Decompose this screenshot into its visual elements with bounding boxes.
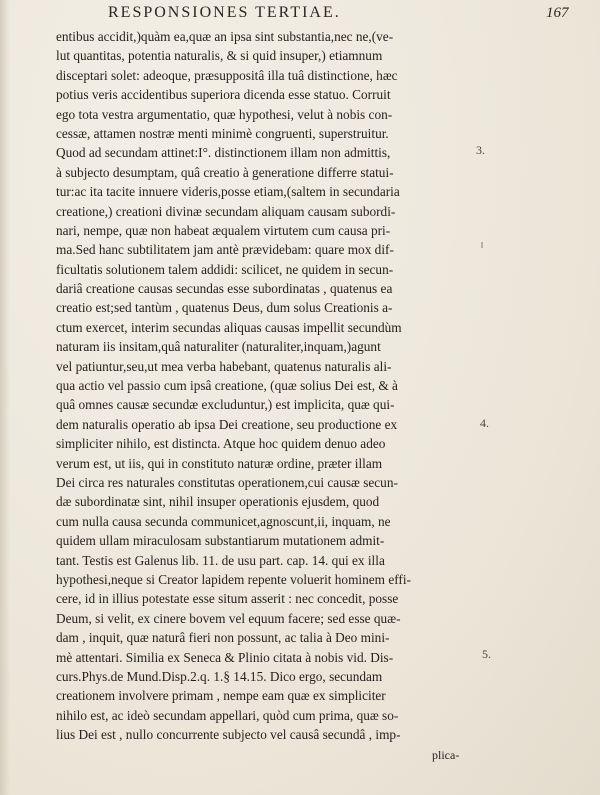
text-line: ficultatis solutionem talem addidi: scilicet, ne quidem in secun- xyxy=(56,261,394,277)
text-line: cere, id in illius potestate esse situm asserit : nec concedit, posse xyxy=(56,591,399,607)
text-line: tant. Testis est Galenus lib. 11. de usu part. cap. 14. qui ex illa xyxy=(56,552,385,568)
text-line: dam , inquit, quæ naturâ fieri non possunt, ac talia à Deo mini- xyxy=(56,630,390,646)
text-line: curs.Phys.de Mund.Disp.2.q. 1.§ 14.15. Dico ergo, secundam xyxy=(56,668,383,684)
margin-number-4: 4. xyxy=(480,416,489,430)
text-line: dæ subordinatæ sint, nihil insuper operationis ejusdem, quod xyxy=(56,494,380,510)
page-gutter-shadow xyxy=(0,0,10,795)
text-line: lut quantitas, potentia naturalis, & si quid insuper,) etiamnum xyxy=(56,48,383,64)
text-line: ego tota vestra argumentatio, quæ hypothesi, velut à nobis con- xyxy=(56,106,393,122)
text-line: tur:ac ita tacite innuere videris,posse etiam,(saltem in secundaria xyxy=(56,184,400,200)
text-line: ma.Sed hanc subtilitatem jam antè prævidebam: quare mox dif- xyxy=(56,242,394,258)
text-line: verum est, ut iis, qui in constituto naturæ ordine, præter illam xyxy=(56,455,383,471)
text-line: Quod ad secundam attinet:I°. distinctionem illam non admittis, xyxy=(56,145,391,161)
margin-mark xyxy=(481,242,483,248)
text-line: mè attentari. Similia ex Seneca & Plinio citata à nobis vid. Dis- xyxy=(56,649,394,665)
text-line: à subjecto desumptam, quâ creatio à generatione differre statui- xyxy=(56,164,394,180)
text-line: Dei circa res naturales constitutas operationem,cui causæ secun- xyxy=(56,474,398,490)
catchword: plica- xyxy=(432,748,460,762)
text-line: creatione,) creationi divinæ secundam aliquam causam subordi- xyxy=(56,203,396,219)
text-line: vel patiuntur,seu,ut mea verba habebant, quatenus naturalis ali- xyxy=(56,358,392,374)
text-line: entibus accidit,)quàm ea,quæ an ipsa sint substantia,nec ne,(ve- xyxy=(56,29,394,44)
text-line: dem naturalis operatio ab ipsa Dei creatione, seu productione ex xyxy=(56,416,398,432)
text-line: cum nulla causa secunda communicet,agnoscunt,ii, inquam, ne xyxy=(56,513,391,529)
text-line: dariâ creatione causas secundas esse subordinatas , quatenus ea xyxy=(56,281,393,297)
text-line: disceptari solet: adeoque, præsuppositâ illa tuâ distinctione, hæc xyxy=(56,67,398,83)
text-line: simpliciter nihilo, est distincta. Atque hoc quidem denuo adeo xyxy=(56,436,386,452)
text-line: creationem involvere primam , nempe eam quæ ex simpliciter xyxy=(56,688,386,704)
text-line: Deum, si velit, ex cinere bovem vel equum facere; sed esse quæ- xyxy=(56,610,401,626)
margin-number-5: 5. xyxy=(482,647,491,661)
text-line: creatio est;sed tantùm , quatenus Deus, dum solus Creationis a- xyxy=(56,300,393,316)
text-line: hypothesi,neque si Creator lapidem repente voluerit hominem effi- xyxy=(56,571,411,587)
margin-number-3: 3. xyxy=(476,143,485,157)
text-line: naturam iis insitam,quâ naturaliter (naturaliter,inquam,)agunt xyxy=(56,339,381,355)
page-header xyxy=(0,2,600,24)
text-line: quâ omnes causæ secundæ excluduntur,) est implicita, quæ qui- xyxy=(56,397,395,413)
text-line: quidem ullam miraculosam substantiarum mutationem admit- xyxy=(56,533,385,549)
text-line: nihilo est, ac ideò secundam appellari, quòd cum prima, quæ so- xyxy=(56,707,399,723)
text-line: cessæ, attamen nostræ menti minimè congruenti, superstruitur. xyxy=(56,125,389,141)
text-line: qua actio vel passio cum ipsâ creatione, (quæ solius Dei est, & à xyxy=(56,378,398,394)
running-head: RESPONSIONES TERTIAE. xyxy=(108,4,341,21)
text-line: potius veris accidentibus superiora dicenda esse statuo. Corruit xyxy=(56,87,391,103)
page-number: 167 xyxy=(546,5,569,21)
text-line: nari, nempe, quæ non habeat æqualem virtutem cum causa pri- xyxy=(56,222,391,238)
text-line: lius Dei est , nullo concurrente subjecto vel causâ secundâ , imp- xyxy=(56,727,401,743)
text-line: ctum exercet, interim secundas aliquas causas impellit secundùm xyxy=(56,319,402,335)
body-text xyxy=(56,27,476,744)
